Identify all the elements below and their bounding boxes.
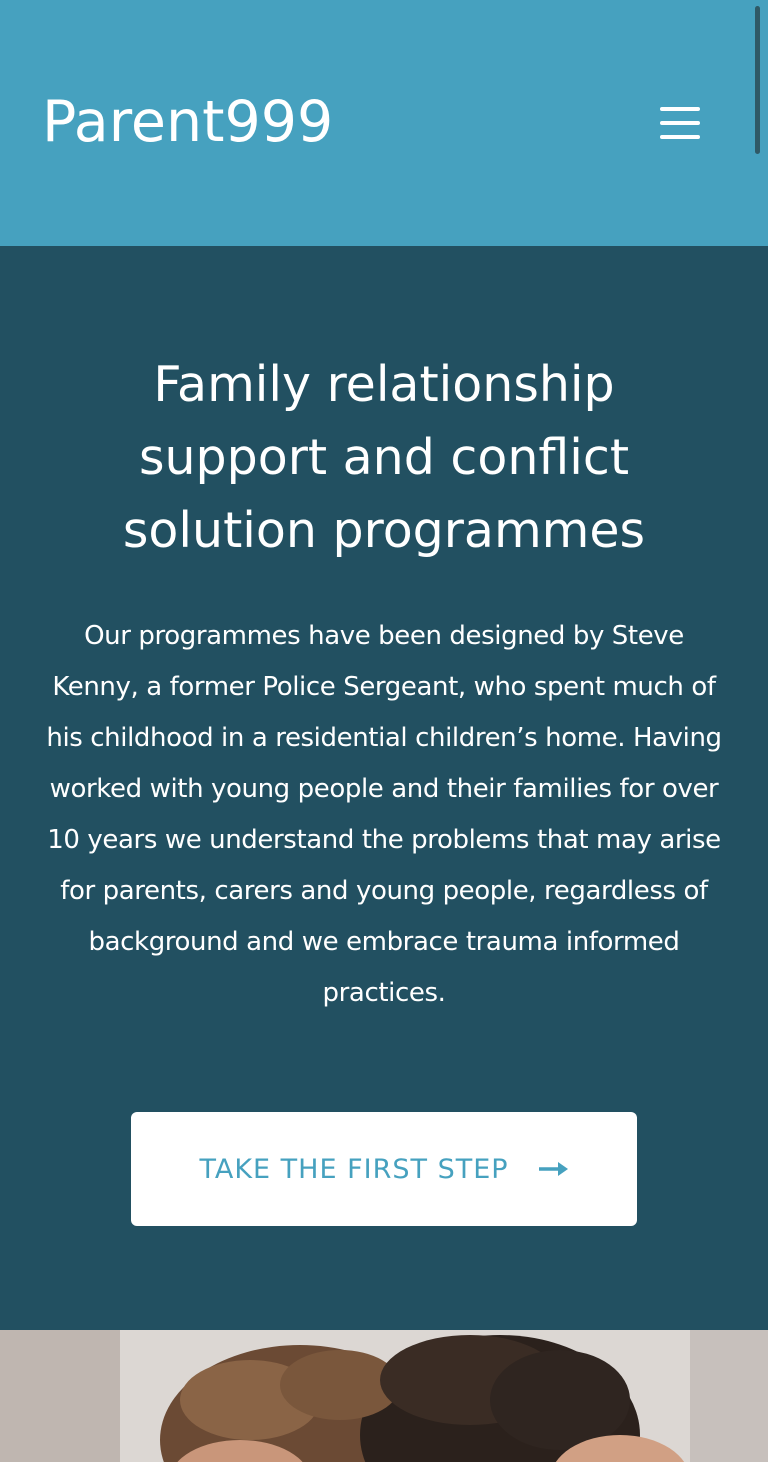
site-header — [0, 0, 768, 246]
site-logo[interactable]: Parent999 — [42, 89, 334, 155]
menu-line — [660, 107, 700, 111]
hamburger-menu-icon[interactable] — [656, 104, 704, 144]
scrollbar[interactable] — [755, 6, 760, 154]
menu-line — [660, 135, 700, 139]
arrow-right-icon — [539, 1161, 569, 1177]
menu-line — [660, 121, 700, 125]
family-photo — [0, 1330, 768, 1462]
cta-label: TAKE THE FIRST STEP — [199, 1153, 509, 1185]
hero-section — [0, 246, 768, 1330]
hero-description: Our programmes have been designed by Steve Kenny, a former Police Sergeant, who spent much of his childhood in a residential children’s home. Having worked with young people and their families for over 10 years we understand the problems that may arise for parents, carers and young people, regardless of background and we embrace trauma informed practices. — [46, 621, 722, 1008]
hero-title: Family relationship support and conflict solution programmes — [122, 356, 646, 559]
take-first-step-button[interactable] — [131, 1112, 637, 1226]
photo-illustration — [0, 1330, 768, 1462]
